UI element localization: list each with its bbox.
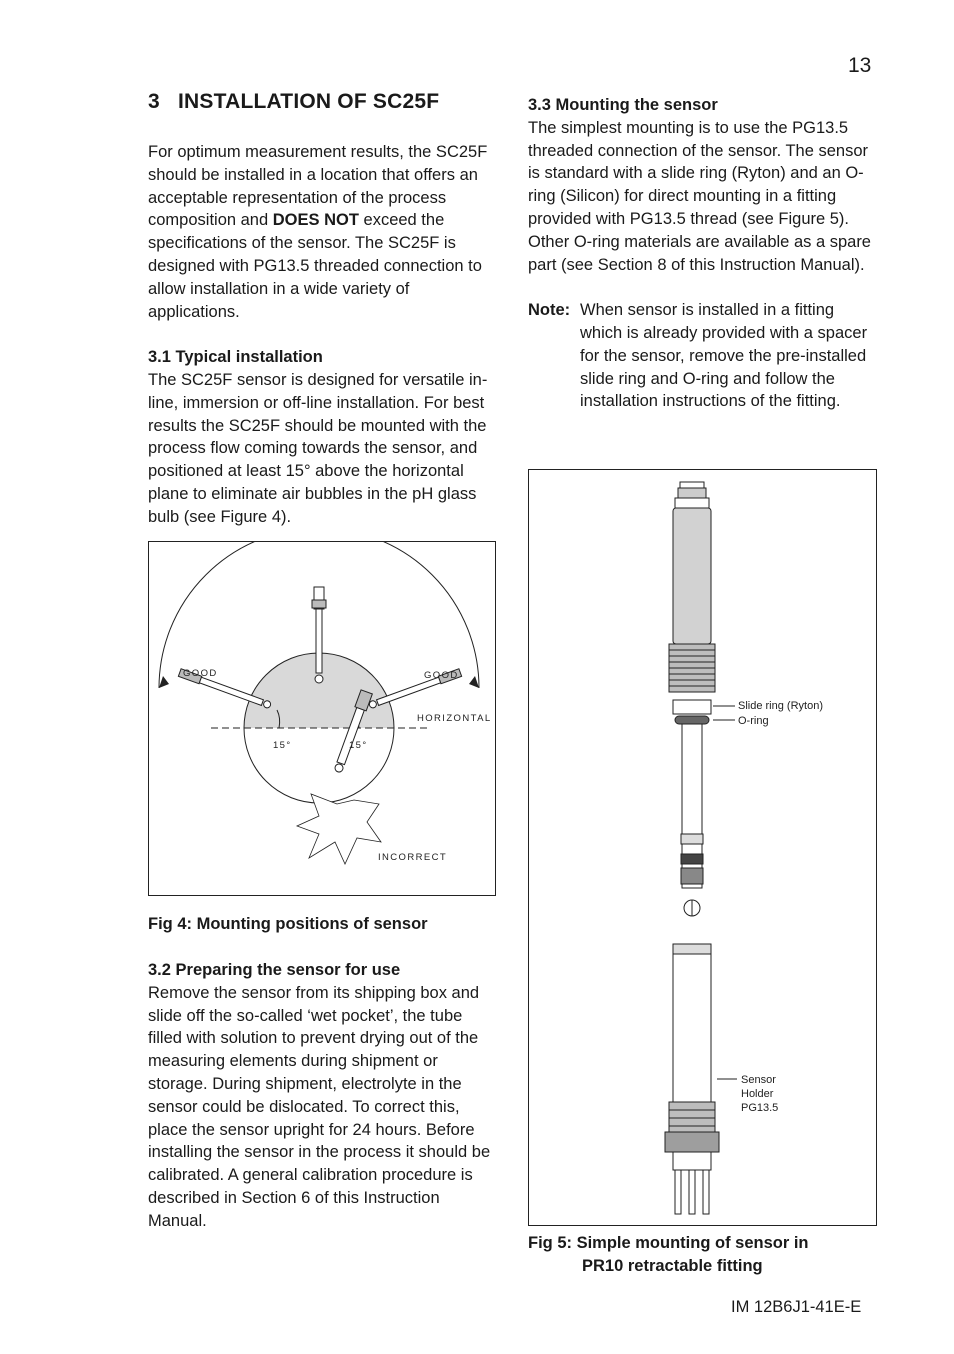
label-angle-left: 15°: [273, 740, 292, 751]
body-3-3: The simplest mounting is to use the PG13.5 threaded connection of the sensor. The sensor is standard with a slide ring (Ryton) and an O-ring (Silicon) for direct mounting in a fitting provided with PG13.5 thread (see Figure 5). Other O-ring materials are available as a spare part (see Section 8 of this Instruction Manual).: [528, 118, 871, 274]
body-3-2: Remove the sensor from its shipping box and slide off the so-called ‘wet pocket’, the tube filled with solution to prevent drying out of the measuring elements during shipment or storage. During shipment, electrolyte in the sensor could be dislocated. To correct this, place the sensor upright for 24 hours. Before installing the sensor in the process it should be calibrated. A general calibration procedure is described in Section 6 of this Instruction Manual.: [148, 983, 491, 1230]
sensor-mounting-drawing: [529, 470, 876, 1225]
heading-3-3: 3.3 Mounting the sensor: [528, 96, 718, 114]
left-column-bottom: [148, 959, 500, 1233]
sensor-body: [673, 508, 711, 644]
left-column-top: [148, 141, 500, 529]
arc-arrow-right: [469, 676, 479, 688]
holder-nut: [665, 1132, 719, 1152]
figure-5-caption-line1: Fig 5: Simple mounting of sensor in: [528, 1234, 809, 1252]
label-angle-right: 15°: [349, 740, 368, 751]
label-o-ring: O-ring: [738, 715, 769, 727]
mounting-positions-diagram: [149, 542, 495, 895]
sensor-holder-tube: [673, 944, 711, 1102]
page-number: 13: [848, 54, 872, 77]
label-incorrect: INCORRECT: [378, 852, 448, 863]
figure-4-frame: [148, 541, 496, 896]
note-body: When sensor is installed in a fitting which is already provided with a spacer for the sensor, remove the pre-installed slide ring and O-ring and follow the installation instructions of the fitting.: [580, 301, 868, 411]
section-title-text: INSTALLATION OF SC25F: [178, 90, 440, 113]
sensor-thread: [669, 644, 715, 692]
intro-paragraph: For optimum measurement results, the SC25F should be installed in a location that offers an acceptable representation of the process composition and DOES NOT exceed the specifications of the sensor. The SC25F is designed with PG13.5 threaded connection to allow installation in a wide variety of applications.: [148, 143, 488, 321]
label-horizontal: HORIZONTAL: [417, 713, 492, 724]
sensor-connector: [675, 482, 709, 508]
holder-cage: [673, 1152, 711, 1214]
section-title: [148, 90, 439, 114]
note-label: Note:: [528, 301, 571, 320]
heading-3-1: 3.1 Typical installation: [148, 348, 323, 367]
incorrect-starburst: [297, 794, 381, 864]
label-holder-line3: PG13.5: [741, 1102, 779, 1114]
right-column-top: [528, 94, 880, 413]
heading-3-2: 3.2 Preparing the sensor for use: [148, 961, 401, 979]
emphasis-does-not: DOES NOT: [272, 211, 359, 230]
holder-top-rim: [673, 944, 711, 954]
figure-4-caption: Fig 4: Mounting positions of sensor: [148, 915, 428, 933]
label-holder-line2: Holder: [741, 1088, 774, 1100]
document-id-footer: IM 12B6J1-41E-E: [731, 1298, 862, 1316]
figure-5-frame: [528, 469, 877, 1226]
slide-ring: [673, 700, 711, 714]
o-ring: [675, 716, 709, 724]
label-good-right: GOOD: [424, 670, 459, 681]
holder-thread: [669, 1102, 715, 1132]
label-holder-line1: Sensor: [741, 1074, 776, 1086]
body-3-1: The SC25F sensor is designed for versatile in-line, immersion or off-line installation. For best results the SC25F should be mounted with the process flow coming towards the sensor, and positioned at least 15° above the horizontal plane to eliminate air bubbles in the pH glass bulb (see Figure 4).: [148, 370, 488, 526]
section-number: 3: [148, 90, 160, 113]
arc-arrow-left: [159, 676, 169, 688]
shaft-collar: [681, 834, 703, 844]
label-good-left: GOOD: [183, 668, 218, 679]
note-block: [528, 299, 880, 413]
label-slide-ring: Slide ring (Ryton): [738, 700, 823, 712]
figure-5-caption-line2: PR10 retractable fitting: [582, 1257, 763, 1275]
sensor-shaft: [682, 724, 702, 834]
sensor-tip-rings: [681, 854, 703, 884]
